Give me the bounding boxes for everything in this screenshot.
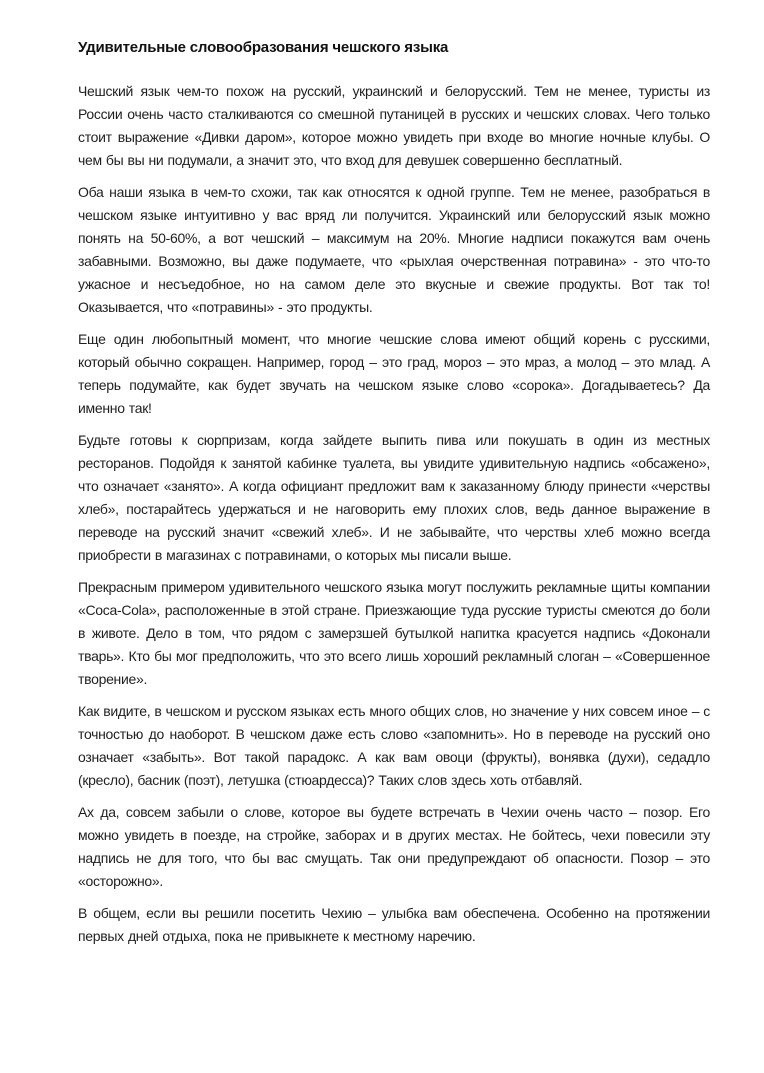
paragraph-language-similarity: Оба наши языка в чем-то схожи, так как относятся к одной группе. Тем не менее, разобраться в чешском языке интуитивно у вас вряд ли получится. Украинский или белорусский язык можно понять на 50-60%, а вот чешский – максимум на 20%. Многие надписи покажутся вам очень забавными. Возможно, вы даже подумаете, что «рыхлая очерственная потравина» - это что-то ужасное и несъедобное, но на самом деле это вкусные и свежие продукты. Вот так то! Оказывается, что «потравины» - это продукты. — [78, 184, 710, 315]
paragraph-opposite-meanings: Как видите, в чешском и русском языках есть много общих слов, но значение у них совсем иное – с точностью до наоборот. В чешском даже есть слово «запомнить». Но в переводе на русский оно означает «забыть». Вот такой парадокс. А как вам овоци (фрукты), вонявка (духи), седадло (кресло), басник (поэт), летушка (стюардесса)? Таких слов здесь хоть отбавляй. — [78, 703, 710, 788]
paragraph-intro: Чешский язык чем-то похож на русский, украинский и белорусский. Тем не менее, туристы из России очень часто сталкиваются со смешной путаницей в русских и чешских словах. Чего только стоит выражение «Дивки даром», которое можно увидеть при входе во многие ночные клубы. О чем бы вы ни подумали, а значит это, что вход для девушек совершенно бесплатный. — [78, 83, 710, 168]
paragraph-coca-cola: Прекрасным примером удивительного чешского языка могут послужить рекламные щиты компании «Coca-Cola», расположенные в этой стране. Приезжающие туда русские туристы смеются до боли в животе. Дело в том, что рядом с замерзшей бутылкой напитка красуется надпись «Доконали тварь». Кто бы мог предположить, что это всего лишь хороший рекламный слоган – «Совершенное творение». — [78, 579, 710, 687]
paragraph-pozor: Ах да, совсем забыли о слове, которое вы будете встречать в Чехии очень часто – позор. Его можно увидеть в поезде, на стройке, заборах и в других местах. Не бойтесь, чехи повесили эту надпись не для того, что бы вас смущать. Так они предупреждают об опасности. Позор – это «осторожно». — [78, 804, 710, 889]
document-title: Удивительные словообразования чешского языка — [78, 39, 449, 56]
paragraph-conclusion: В общем, если вы решили посетить Чехию – улыбка вам обеспечена. Особенно на протяжении первых дней отдыха, пока не привыкнете к местному наречию. — [78, 905, 710, 944]
paragraph-restaurant-surprises: Будьте готовы к сюрпризам, когда зайдете выпить пива или покушать в один из местных ресторанов. Подойдя к занятой кабинке туалета, вы увидите удивительную надпись «обсажено», что означает «занято». А когда официант предложит вам к заказанному блюду принести «черствы хлеб», постарайтесь удержаться и не наговорить ему плохих слов, ведь данное выражение в переводе на русский значит «свежий хлеб». И не забывайте, что черствы хлеб можно всегда приобрести в магазинах с потравинами, о которых мы писали выше. — [78, 432, 710, 563]
paragraph-common-roots: Еще один любопытный момент, что многие чешские слова имеют общий корень с русскими, который обычно сокращен. Например, город – это град, мороз – это мраз, а молод – это млад. А теперь подумайте, как будет звучать на чешском языке слово «сорока». Догадываетесь? Да именно так! — [78, 331, 710, 416]
